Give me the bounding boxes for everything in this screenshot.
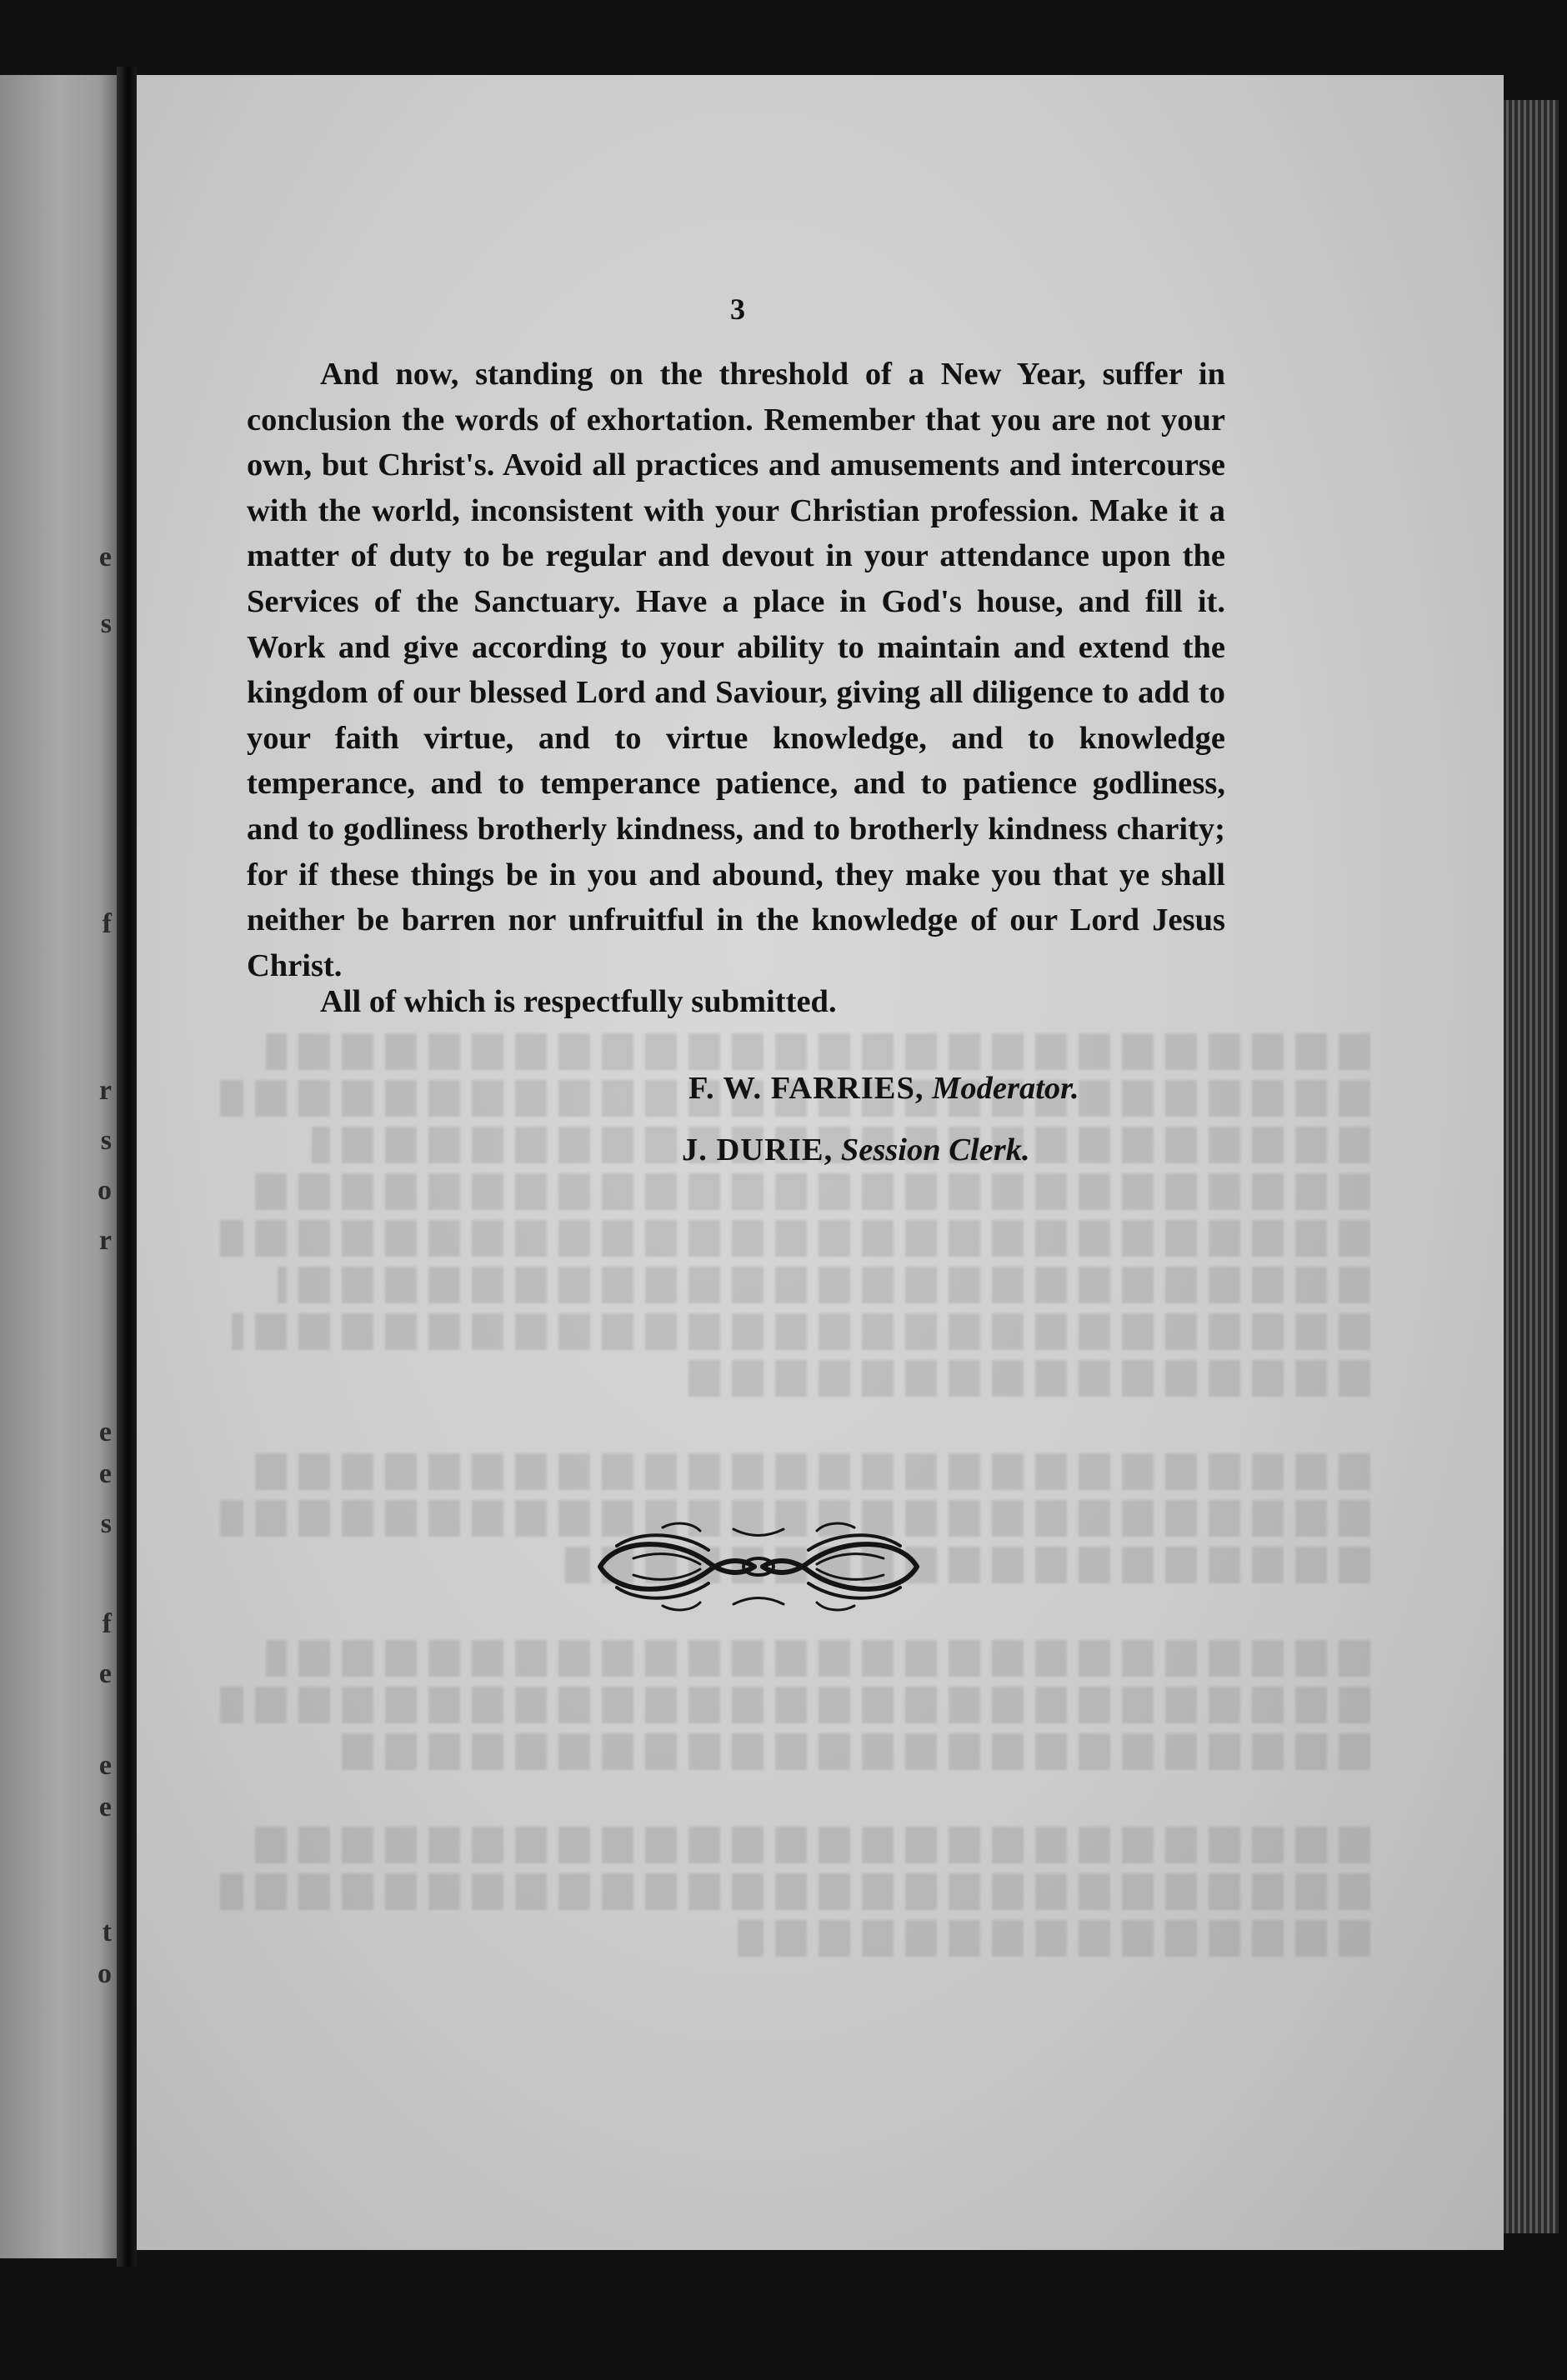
signature-session-clerk [682, 1132, 1030, 1168]
page-number: 3 [730, 292, 745, 326]
book-gutter [117, 67, 137, 2267]
decorative-flourish-icon [583, 1512, 934, 1621]
signature-role: Moderator. [932, 1071, 1079, 1106]
facing-page-letter-fragments: e s f r s o r e e s f e e e t o [98, 542, 112, 1989]
page-stack-edges [1500, 100, 1559, 2233]
signature-role: Session Clerk. [840, 1132, 1030, 1168]
signature-moderator [688, 1070, 1079, 1107]
facing-page-edge [0, 75, 117, 2258]
signature-name: J. DURIE, [682, 1132, 834, 1168]
exhortation-text [247, 352, 1225, 988]
closing-line: All of which is respectfully submitted. [320, 984, 837, 1019]
signature-name: F. W. FARRIES, [688, 1071, 924, 1106]
body-paragraph: And now, standing on the threshold of a New Year, suffer in conclusion the words of exhortation. Remember that you are not your own, but Christ's. Avoid all practices and amusements and intercourse with the world, inconsistent with your Christian profession. Make it a matter of duty to be regular and devout in your attendance upon the Services of the Sanctuary. Have a place in God's house, and fill it. Work and give according to your ability to maintain and extend the kingdom of our blessed Lord and Saviour, giving all diligence to add to your faith virtue, and to virtue knowledge, and to knowledge temperance, and to temperance patience, and to patience godliness, and to godliness brotherly kindness, and to brotherly kindness charity; for if these things be in you and abound, they make you that ye shall neither be barren nor unfruitful in the knowledge of our Lord Jesus Christ. [247, 357, 1225, 983]
